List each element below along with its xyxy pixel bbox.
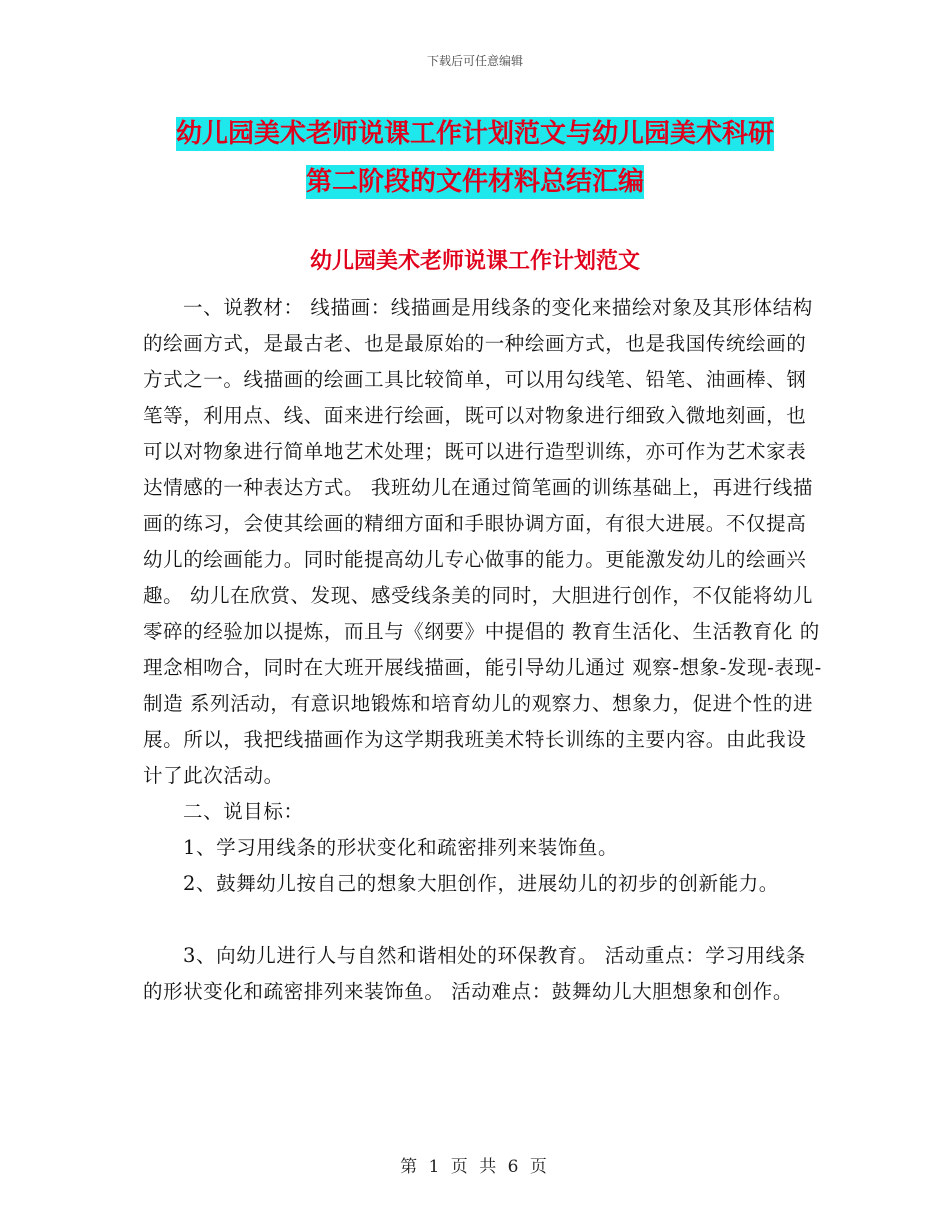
header-note: 下载后可任意编辑 <box>426 54 523 68</box>
title-line-1 <box>0 110 950 158</box>
section-title: 幼儿园美术老师说课工作计划范文 <box>309 249 640 274</box>
title-line-2-text: 第二阶段的文件材料总结汇编 <box>305 167 644 197</box>
paragraph-objective-1: 1、学习用线条的形状变化和疏密排列来装饰鱼。 <box>183 836 619 859</box>
paragraph-teaching-material: 一、说教材： 线描画：线描画是用线条的变化来描绘对象及其形体结构的绘画方式，是最古老、也是最原始的一种绘画方式，也是我国传统绘画的方式之一。线描画的绘画工具比较简单，可以用勾线笔、铅笔、油画棒、钢笔等，利用点、线、面来进行绘画，既可以对物象进行细致入微地刻画，也可以对物象进行简单地艺术处理；既可以进行造型训练，亦可作为艺术家表达情感的一种表达方式。 我班幼儿在通过简笔画的训练基础上，再进行线描画的练习，会使其绘画的精细方面和手眼协调方面，有很大进展。不仅提高幼儿的绘画能力。同时能提高幼儿专心做事的能力。更能激发幼儿的绘画兴趣。 幼儿在欣赏、发现、感受线条美的同时，大胆进行创作，不仅能将幼儿零碎的经验加以提炼，而且与《纲要》中提倡的 教育生活化、生活教育化 的理念相吻合，同时在大班开展线描画，能引导幼儿通过 观察-想象-发现-表现-制造 系列活动，有意识地锻炼和培育幼儿的观察力、想象力，促进个性的进展。所以，我把线描画作为这学期我班美术特长训练的主要内容。由此我设计了此次活动。 <box>143 296 822 787</box>
paragraph-objectives-heading: 二、说目标： <box>183 800 304 823</box>
document-body <box>143 290 823 1010</box>
title-line-1-text: 幼儿园美术老师说课工作计划范文与幼儿园美术科研 <box>175 119 774 149</box>
page-number: 第 1 页 共 6 页 <box>400 1157 550 1177</box>
paragraph-objective-2: 2、鼓舞幼儿按自己的想象大胆创作，进展幼儿的初步的创新能力。 <box>183 872 779 895</box>
paragraph-objective-3: 3、向幼儿进行人与自然和谐相处的环保教育。 活动重点：学习用线条的形状变化和疏密排列来装饰鱼。 活动难点：鼓舞幼儿大胆想象和创作。 <box>143 944 806 1003</box>
document-title <box>0 110 950 206</box>
title-line-2 <box>0 158 950 206</box>
paragraph-spacer <box>143 902 823 938</box>
